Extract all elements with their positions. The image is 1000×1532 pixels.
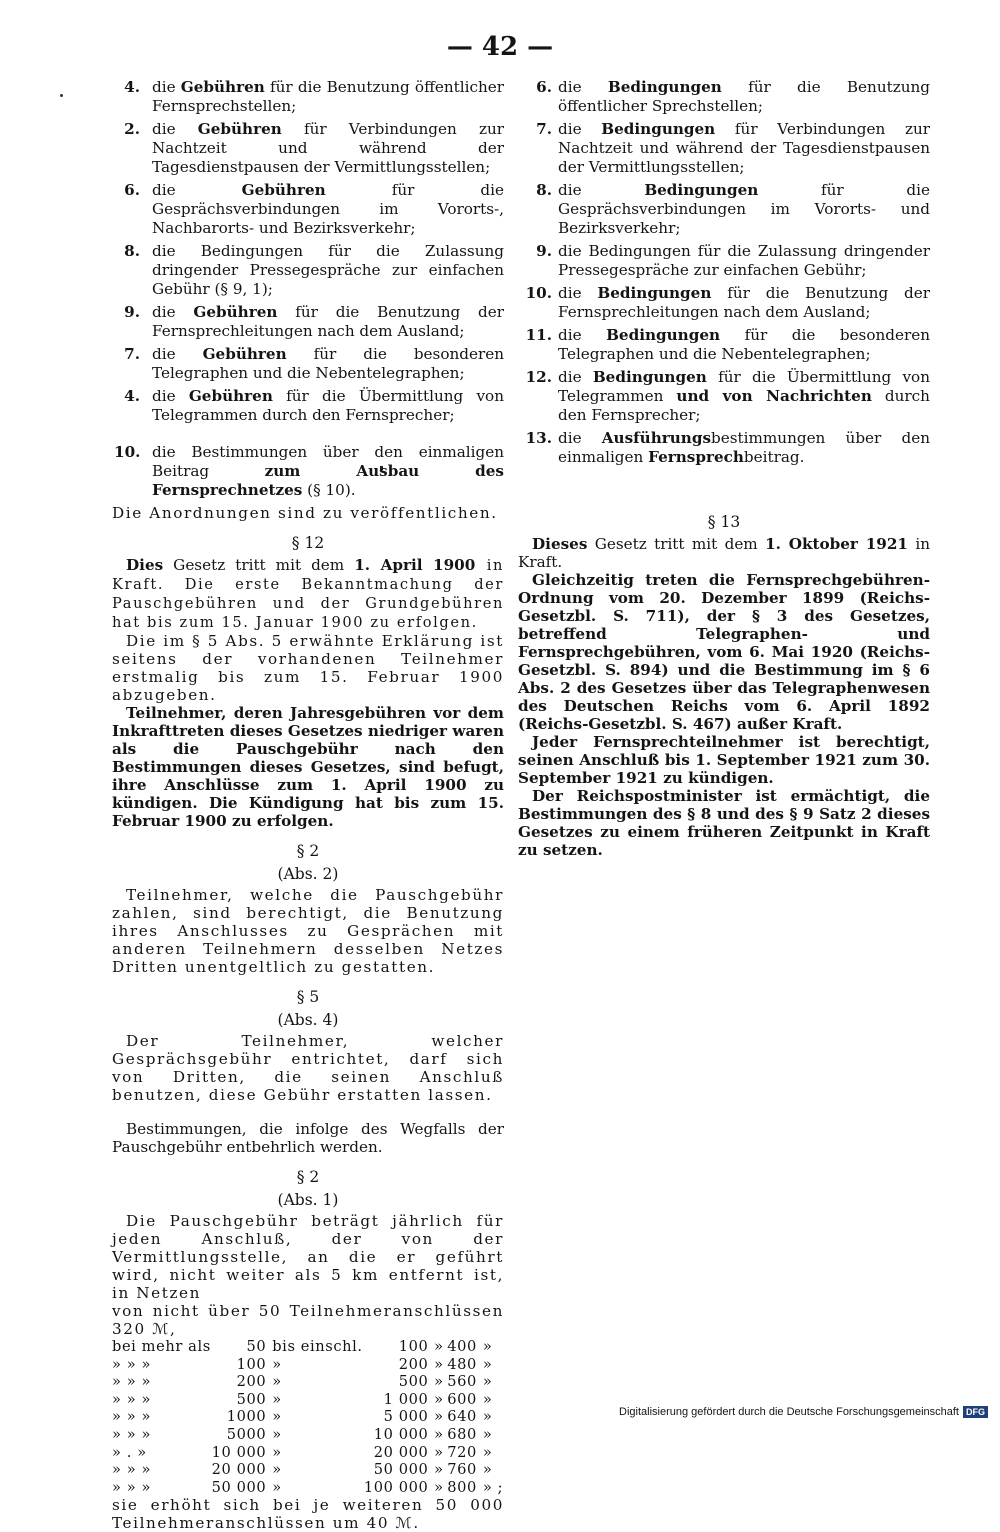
fee-row-prefix: » » » [112, 1461, 152, 1479]
scan-speck [60, 94, 63, 97]
left-item-list [112, 78, 504, 500]
left-item [112, 242, 504, 299]
fee-row-end: » [482, 1355, 493, 1373]
section-5-heading: § 5 [296, 988, 320, 1006]
fee-table-row [112, 1373, 504, 1391]
fee-row-to: 200 [398, 1355, 429, 1373]
section-12-text-b: in Kraft. Die erste Bekanntmachung der Pauschgebühren und der Grundgebühren hat bis zum 15. Januar 1900 zu erfolgen. [112, 557, 504, 631]
section-13-dieses: Dieses [532, 535, 588, 553]
fee-table-row [112, 1408, 504, 1426]
section-13-paragraph-3: Jeder Fernsprechteilnehmer ist berechtigt, seinen Anschluß bis 1. September 1921 zum 30. September 1921 zu kündigen. [518, 733, 930, 787]
right-item-emphasis: Bedingungen [607, 78, 722, 96]
left-item-text: die [152, 303, 194, 321]
fee-row-prefix: » » » [112, 1425, 152, 1443]
left-item-emphasis: Gebühren [188, 387, 273, 405]
section-12-heading: § 12 [291, 534, 325, 552]
fee-row-end: » [482, 1443, 493, 1461]
fee-row-to: 100 [398, 1338, 429, 1355]
fee-row-bis: » [272, 1373, 282, 1391]
section-5-paragraph: Der Teilnehmer, welcher Gesprächsgebühr entrichtet, darf sich von Dritten, die seinen Anschluß benutzen, diese Gebühr erstatten lassen. [112, 1032, 504, 1104]
left-item-emphasis: zum Ausbau des Fernsprechnetzes [152, 462, 504, 499]
fee-row-end: » [482, 1338, 493, 1355]
left-item-text: für Verbindungen zur Nachtzeit und während der Tagesdienstpausen der Vermittlungsstellen; [152, 120, 504, 176]
right-item [518, 242, 930, 280]
fee-row-bis: » [272, 1443, 282, 1461]
left-column [112, 78, 504, 1532]
fee-row-amount: 680 [447, 1425, 477, 1443]
page-number: — 42 — [446, 32, 554, 62]
right-item-text: die [558, 120, 602, 138]
left-item-number: 2. [124, 120, 140, 138]
fee-row-from: 20 000 [211, 1461, 267, 1479]
fee-row-prefix: » » » [112, 1355, 152, 1373]
section-13-text-a: Gesetz tritt mit dem [587, 535, 766, 553]
fee-first-row: von nicht über 50 Teilnehmeranschlüssen 320 ℳ, [112, 1302, 504, 1338]
fee-row-quote: » [434, 1408, 444, 1426]
fee-row-bis: bis einschl. [272, 1338, 363, 1355]
fee-row-quote: » [434, 1373, 444, 1391]
right-item [518, 326, 930, 364]
right-item-emphasis: Bedingungen [601, 120, 716, 138]
fee-row-to: 5 000 [383, 1408, 429, 1426]
fee-row-amount: 480 [447, 1355, 477, 1373]
right-item-text: die [558, 78, 608, 96]
left-item-text: die Bedingungen für die Zulassung dringender Pressegespräche zur einfachen Gebühr (§ 9, 1); [152, 242, 504, 298]
section-2b-subheading: (Abs. 1) [277, 1191, 339, 1209]
fee-table-row [112, 1356, 504, 1374]
fee-row-amount: 600 [447, 1390, 477, 1408]
fee-table [112, 1338, 504, 1496]
right-item-number: 7. [536, 120, 552, 138]
fee-row-bis: » [272, 1461, 282, 1479]
right-item-emphasis: Ausführungs [601, 429, 712, 447]
left-item [112, 78, 504, 116]
left-item-emphasis: Gebühren [193, 303, 278, 321]
left-item-number: 8. [124, 242, 140, 260]
fee-row-amount: 560 [447, 1373, 477, 1391]
section-12-paragraph-2: Die im § 5 Abs. 5 erwähnte Erklärung ist seitens der vorhandenen Teilnehmer erstmalig bis zum 15. Februar 1900 abzugeben. [112, 632, 504, 704]
right-item-text: für die Gesprächsverbindungen im Vororts- und Bezirksverkehr; [558, 181, 930, 237]
fee-row-prefix: » » » [112, 1390, 152, 1408]
section-12-paragraph-1 [112, 556, 504, 632]
left-item-emphasis: Gebühren [180, 78, 265, 96]
fee-row-from: 50 000 [211, 1478, 267, 1496]
right-item-number: 8. [536, 181, 552, 199]
section-13-date: 1. Oktober 1921 [765, 535, 908, 553]
fee-row-prefix: » » » [112, 1478, 152, 1496]
fee-row-quote: » [434, 1338, 444, 1355]
right-item [518, 120, 930, 177]
fee-row-end: » [482, 1390, 493, 1408]
section-2a-paragraph: Teilnehmer, welche die Pauschgebühr zahlen, sind berechtigt, die Benutzung ihres Anschlusses zu Gesprächen mit anderen Teilnehmern desselben Netzes Dritten unentgeltlich zu gestatten. [112, 886, 504, 976]
section-2b-intro: Die Pauschgebühr beträgt jährlich für jeden Anschluß, der von der Vermittlungsstelle, an die er geführt wird, nicht weiter als 5 km entfernt ist, in Netzen [112, 1212, 504, 1302]
left-item [112, 120, 504, 177]
right-item-text: durch den Fernsprecher; [558, 387, 930, 424]
footer-text: Digitalisierung gefördert durch die Deutsche Forschungsgemeinschaft [619, 1406, 959, 1418]
right-item [518, 368, 930, 425]
left-closing: Die Anordnungen sind zu veröffentlichen. [112, 504, 498, 522]
fee-table-row [112, 1426, 504, 1444]
fee-row-quote: » [434, 1443, 444, 1461]
fee-table-row [112, 1444, 504, 1462]
left-item-text: die [152, 78, 181, 96]
left-item-text: für die Benutzung öffentlicher Fernsprechstellen; [152, 78, 504, 115]
fee-table-row [112, 1479, 504, 1497]
fee-table-row [112, 1338, 504, 1356]
left-item-text: die [152, 345, 203, 363]
fee-row-to: 100 000 [363, 1478, 429, 1496]
left-item-number: 10. [114, 443, 141, 461]
fee-row-bis: » [272, 1425, 282, 1443]
fee-row-from: 500 [236, 1390, 267, 1408]
right-item-text: die [558, 284, 598, 302]
left-item [112, 181, 504, 238]
right-item [518, 181, 930, 238]
right-item-emphasis: Bedingungen [606, 326, 721, 344]
left-item [112, 387, 504, 425]
right-item-emphasis: Bedingungen [592, 368, 707, 386]
fee-row-to: 1 000 [383, 1390, 429, 1408]
right-item-number: 13. [525, 429, 552, 447]
left-item-number: 9. [124, 303, 140, 321]
fee-row-amount: 720 [447, 1443, 477, 1461]
right-item-text: bestimmungen über den einmaligen [558, 429, 930, 466]
right-item-number: 11. [525, 326, 552, 344]
fee-row-end: » ; [482, 1478, 504, 1496]
left-item-text: (§ 10). [302, 481, 356, 499]
right-item-text: für die Übermittlung von Telegrammen [558, 368, 930, 405]
fee-row-from: 1000 [226, 1408, 267, 1426]
right-item-text: für Verbindungen zur Nachtzeit und während der Tagesdienstpausen der Vermittlungsstellen; [558, 120, 930, 176]
fee-row-from: 100 [236, 1355, 267, 1373]
right-item [518, 429, 930, 467]
right-item [518, 284, 930, 322]
fee-row-from: 50 [246, 1338, 267, 1355]
section-12-paragraph-3: Teilnehmer, deren Jahresgebühren vor dem Inkrafttreten dieses Gesetzes niedriger waren als die Pauschgebühr nach den Bestimmungen dieses Gesetzes, sind befugt, ihre Anschlüsse zum 1. April 1900 zu kündigen. Die Kündigung hat bis zum 15. Februar 1900 zu erfolgen. [112, 704, 504, 830]
left-item-emphasis: Gebühren [241, 181, 326, 199]
left-item-text: für die Übermittlung von Telegrammen durch den Fernsprecher; [152, 387, 504, 424]
left-item-text: die [152, 387, 189, 405]
fee-row-bis: » [272, 1408, 282, 1426]
right-item-text: für die besonderen Telegraphen und die Nebentelegraphen; [558, 326, 930, 363]
dfg-logo: DFG [963, 1406, 988, 1418]
right-item-list [518, 78, 930, 467]
left-item-text: die [152, 181, 242, 199]
digitization-footer [619, 1406, 988, 1418]
right-item-text: die [558, 429, 602, 447]
section-2b-closing: sie erhöht sich bei je weiteren 50 000 Teilnehmeranschlüssen um 40 ℳ. [112, 1496, 504, 1532]
fee-row-amount: 800 [447, 1478, 477, 1496]
left-item-number: 7. [124, 345, 140, 363]
fee-table-row [112, 1461, 504, 1479]
fee-row-quote: » [434, 1461, 444, 1479]
left-item-number: 4. [124, 387, 140, 405]
right-item-emphasis: und von Nachrichten [676, 387, 872, 405]
section-2a-subheading: (Abs. 2) [277, 865, 339, 883]
section-2b-heading: § 2 [296, 1168, 320, 1186]
section-12-date: 1. April 1900 [354, 556, 476, 574]
fee-row-end: » [482, 1461, 493, 1479]
left-item-text: für die Benutzung der Fernsprechleitungen nach dem Ausland; [152, 303, 504, 340]
right-item-emphasis: Fernsprech [648, 448, 744, 466]
right-item-text: die [558, 181, 645, 199]
left-item-text: die [152, 120, 198, 138]
fee-table-row [112, 1391, 504, 1409]
section-12-dies: Dies [126, 556, 164, 574]
right-item-text: für die Benutzung der Fernsprechleitungen nach dem Ausland; [558, 284, 930, 321]
left-item [112, 345, 504, 383]
right-item-text: für die Benutzung öffentlicher Sprechstellen; [558, 78, 930, 115]
fee-row-amount: 400 [447, 1338, 477, 1355]
section-2a-heading: § 2 [296, 842, 320, 860]
fee-row-to: 10 000 [373, 1425, 429, 1443]
fee-row-prefix: » » » [112, 1373, 152, 1391]
left-item [112, 443, 504, 500]
section-13-heading: § 13 [707, 513, 741, 531]
fee-row-from: 5000 [226, 1425, 267, 1443]
fee-row-to: 20 000 [373, 1443, 429, 1461]
right-item-emphasis: Bedingungen [644, 181, 759, 199]
left-item-text: die Bestimmungen über den einmaligen Beitrag [152, 443, 504, 480]
fee-row-bis: » [272, 1355, 282, 1373]
fee-row-end: » [482, 1373, 493, 1391]
fee-row-end: » [482, 1425, 493, 1443]
fee-row-prefix: » . » [112, 1443, 147, 1461]
fee-row-from: 10 000 [211, 1443, 267, 1461]
left-item-text: für die besonderen Telegraphen und die Nebentelegraphen; [152, 345, 504, 382]
right-item-text: die [558, 368, 593, 386]
section-13-paragraph-2: Gleichzeitig treten die Fernsprechgebühren-Ordnung vom 20. Dezember 1899 (Reichs-Gesetzbl. S. 711), der § 3 des Gesetzes, betreffend Telegraphen- und Fernsprechgebühren, vom 6. Mai 1920 (Reichs-Gesetzbl. S. 894) und die Bestimmung im § 6 Abs. 2 des Gesetzes über das Telegraphenwesen des Deutschen Reichs vom 6. April 1892 (Reichs-Gesetzbl. S. 467) außer Kraft. [518, 571, 930, 733]
section-13-paragraph-4: Der Reichspostminister ist ermächtigt, die Bestimmungen des § 8 und des § 9 Satz 2 dieses Gesetzes zu einem früheren Zeitpunkt in Kraft zu setzen. [518, 787, 930, 859]
right-item-text: die [558, 326, 607, 344]
fee-row-amount: 760 [447, 1461, 477, 1479]
fee-row-quote: » [434, 1355, 444, 1373]
section-13-text-b: in Kraft. [518, 535, 930, 571]
fee-row-amount: 640 [447, 1408, 477, 1426]
right-item-number: 6. [536, 78, 552, 96]
right-item-text: die Bedingungen für die Zulassung dringender Pressegespräche zur einfachen Gebühr; [558, 242, 930, 279]
right-column [518, 78, 930, 859]
left-item-text: für die Gesprächsverbindungen im Vororts-, Nachbarorts- und Bezirksverkehr; [152, 181, 504, 237]
left-item-emphasis: Gebühren [202, 345, 287, 363]
fee-row-end: » [482, 1408, 493, 1426]
fee-row-prefix: » » » [112, 1408, 152, 1426]
right-item-emphasis: Bedingungen [597, 284, 712, 302]
omitted-provisions-note: Bestimmungen, die infolge des Wegfalls der Pauschgebühr entbehrlich werden. [112, 1120, 504, 1156]
fee-row-quote: » [434, 1390, 444, 1408]
left-item [112, 303, 504, 341]
right-item-number: 12. [525, 368, 552, 386]
left-item-number: 6. [124, 181, 140, 199]
fee-row-bis: » [272, 1390, 282, 1408]
section-12-text-a: Gesetz tritt mit dem [163, 556, 355, 574]
section-5-subheading: (Abs. 4) [277, 1011, 339, 1029]
right-item-text: beitrag. [743, 448, 805, 466]
fee-row-quote: » [434, 1478, 444, 1496]
fee-row-quote: » [434, 1425, 444, 1443]
left-item-emphasis: Gebühren [197, 120, 282, 138]
right-item [518, 78, 930, 116]
right-item-number: 9. [536, 242, 552, 260]
fee-row-bis: » [272, 1478, 282, 1496]
fee-row-to: 50 000 [373, 1461, 429, 1479]
fee-row-to: 500 [398, 1373, 429, 1391]
fee-row-from: 200 [236, 1373, 267, 1391]
section-13-paragraph-1 [518, 535, 930, 571]
right-item-number: 10. [525, 284, 552, 302]
left-item-number: 4. [124, 78, 140, 96]
fee-row-prefix: bei mehr als [112, 1338, 211, 1355]
